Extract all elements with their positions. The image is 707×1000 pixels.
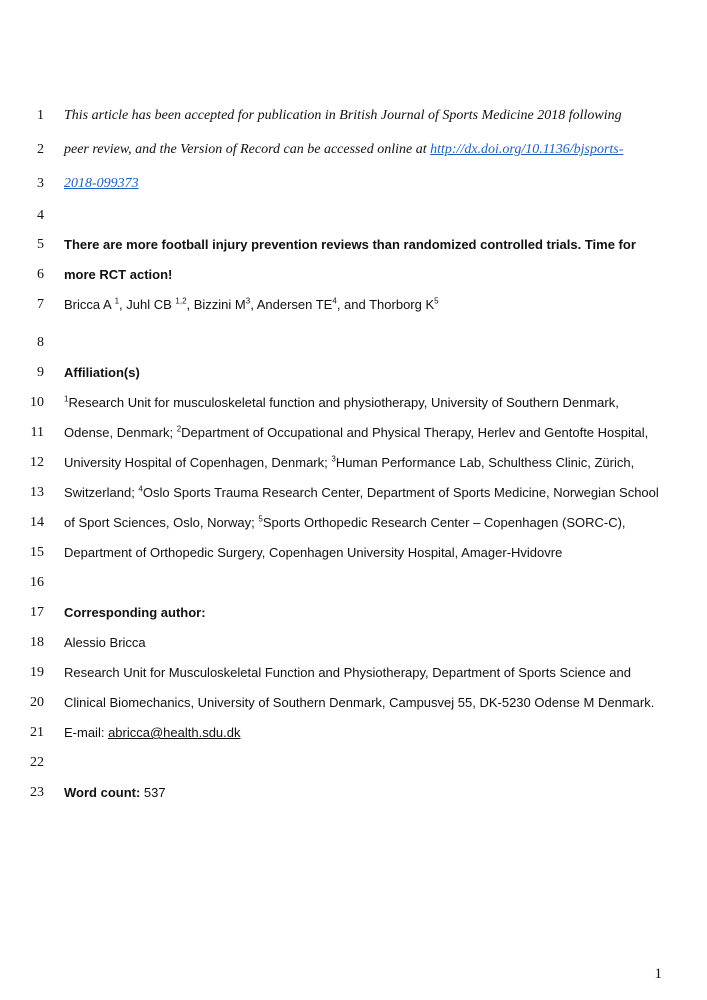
- line-number: 3: [37, 176, 44, 191]
- author-affiliation-mark: 1,2: [175, 296, 187, 306]
- article-title-line1: There are more football injury prevention reviews than randomized controlled trials. Time for: [64, 237, 636, 252]
- line-number: 22: [30, 755, 44, 770]
- line-number: 11: [30, 425, 44, 440]
- line-number: 4: [37, 208, 44, 223]
- affiliation-text: of Sport Sciences, Oslo, Norway;: [64, 515, 259, 530]
- affiliation-text: Research Unit for musculoskeletal function and physiotherapy, University of Southern Denmark,: [68, 395, 619, 410]
- affiliation-line: [64, 515, 677, 531]
- line-number: 6: [37, 267, 44, 282]
- affiliation-mark: 1: [64, 394, 69, 404]
- author-affiliation-mark: 3: [245, 296, 251, 306]
- doi-link-continued[interactable]: 2018-099373: [64, 176, 139, 191]
- line-number: 7: [37, 297, 44, 312]
- word-count-line: [64, 785, 677, 801]
- affiliation-mark: 5: [258, 514, 263, 524]
- line-number: 10: [30, 395, 44, 410]
- word-count-label: Word count:: [64, 785, 141, 800]
- line-number: 17: [30, 605, 44, 620]
- author: , Andersen TE: [250, 297, 333, 312]
- publication-note-line2: [64, 142, 677, 158]
- line-number: 16: [30, 575, 44, 590]
- email-label: E-mail:: [64, 725, 109, 740]
- affiliation-mark: 3: [331, 454, 336, 464]
- affiliation-mark: 2: [176, 424, 182, 434]
- corresponding-author-address: Research Unit for Musculoskeletal Function and Physiotherapy, Department of Sports Science and: [64, 665, 631, 680]
- author-affiliation-mark: 5: [434, 296, 439, 306]
- line-number: 9: [37, 365, 44, 380]
- corresponding-author-email-line: [64, 725, 677, 741]
- article-title-line2: more RCT action!: [64, 267, 173, 282]
- line-number: 14: [30, 515, 44, 530]
- word-count-value: 537: [140, 785, 166, 800]
- author: Bricca A: [64, 297, 115, 312]
- author-affiliation-mark: 4: [332, 296, 337, 306]
- line-number: 19: [30, 665, 44, 680]
- affiliation-text: Oslo Sports Trauma Research Center, Department of Sports Medicine, Norwegian School: [142, 485, 659, 500]
- affiliation-text: Sports Orthopedic Research Center – Copenhagen (SORC-C),: [262, 515, 626, 530]
- publication-note-line3: [64, 176, 677, 192]
- affiliation-text: Switzerland;: [64, 485, 139, 500]
- affiliation-line: [64, 455, 677, 471]
- publication-note-text: peer review, and the Version of Record can be accessed online at: [64, 142, 431, 157]
- line-number: 18: [30, 635, 44, 650]
- line-number: 12: [30, 455, 44, 470]
- line-number: 1: [37, 108, 44, 123]
- affiliation-text: Odense, Denmark;: [64, 425, 177, 440]
- affiliation-line: Department of Orthopedic Surgery, Copenhagen University Hospital, Amager-Hvidovre: [64, 545, 563, 560]
- doi-link[interactable]: http://dx.doi.org/10.1136/bjsports-: [430, 142, 624, 157]
- author-list: [64, 297, 677, 313]
- author: , and Thorborg K: [336, 297, 435, 312]
- page-number: 1: [654, 966, 662, 982]
- corresponding-author-name: Alessio Bricca: [64, 635, 146, 650]
- line-number: 13: [30, 485, 44, 500]
- corresponding-author-heading: Corresponding author:: [64, 605, 206, 620]
- line-number: 2: [37, 142, 44, 157]
- affiliation-line: [64, 485, 677, 501]
- author-affiliation-mark: 1: [114, 296, 120, 306]
- publication-note-line1: This article has been accepted for publication in British Journal of Sports Medicine 2018 following: [64, 108, 622, 123]
- affiliation-line: [64, 425, 677, 441]
- author: , Bizzini M: [186, 297, 246, 312]
- line-number: 5: [37, 237, 44, 252]
- affiliation-text: Human Performance Lab, Schulthess Clinic, Zürich,: [335, 455, 635, 470]
- line-number: 23: [30, 785, 44, 800]
- affiliations-heading: Affiliation(s): [64, 365, 140, 380]
- affiliation-mark: 4: [138, 484, 143, 494]
- affiliation-line: [64, 395, 677, 411]
- line-number: 20: [30, 695, 44, 710]
- affiliation-text: Department of Occupational and Physical Therapy, Herlev and Gentofte Hospital,: [181, 425, 649, 440]
- author: , Juhl CB: [119, 297, 176, 312]
- email-link[interactable]: abricca@health.sdu.dk: [108, 725, 241, 740]
- affiliation-text: University Hospital of Copenhagen, Denmark;: [64, 455, 332, 470]
- line-number: 21: [30, 725, 44, 740]
- line-number: 8: [37, 335, 44, 350]
- corresponding-author-address: Clinical Biomechanics, University of Southern Denmark, Campusvej 55, DK-5230 Odense M Denmark.: [64, 695, 655, 710]
- line-number: 15: [30, 545, 44, 560]
